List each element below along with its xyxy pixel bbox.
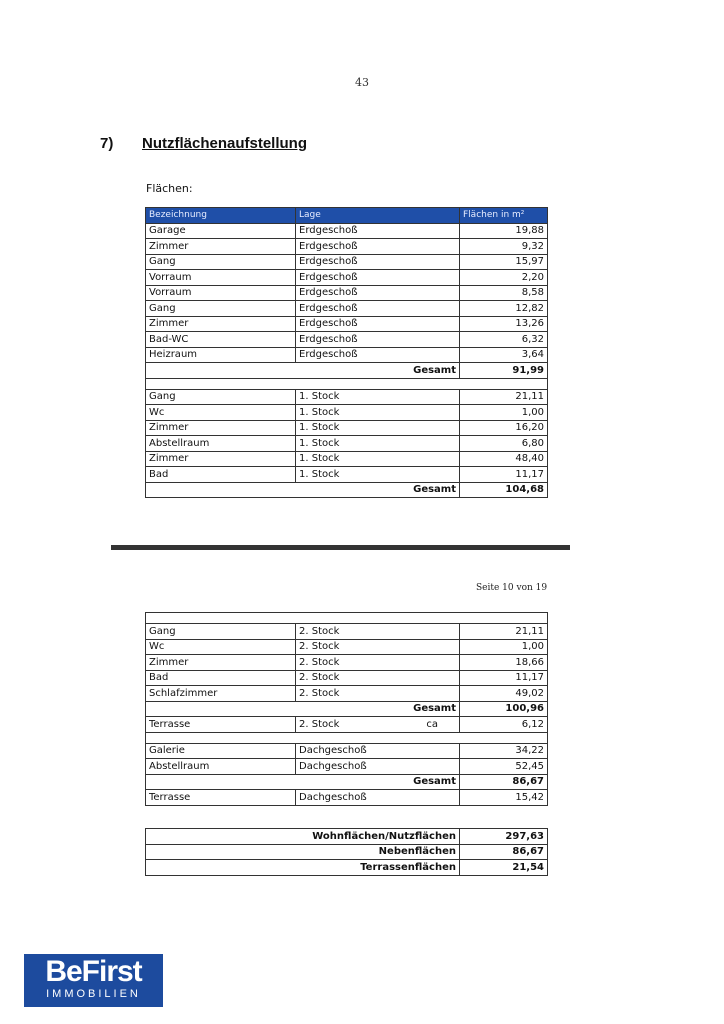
cell-bezeichnung: Vorraum (146, 285, 296, 301)
cell-bezeichnung: Bad (146, 670, 296, 686)
cell-bezeichnung: Vorraum (146, 270, 296, 286)
cell-lage: 2. Stock (296, 655, 460, 671)
cell-bezeichnung: Zimmer (146, 316, 296, 332)
table-row (146, 316, 548, 332)
cell-flaeche: 2,20 (460, 270, 548, 286)
summary-value: 86,67 (460, 844, 548, 860)
spacer-cell (146, 378, 548, 389)
table-row (146, 332, 548, 348)
cell-bezeichnung: Gang (146, 389, 296, 405)
cell-bezeichnung: Gang (146, 624, 296, 640)
cell-flaeche: 1,00 (460, 639, 548, 655)
cell-lage: 2. Stock (296, 670, 460, 686)
cell-lage: Dachgeschoß (296, 759, 460, 775)
cell-flaeche: 18,66 (460, 655, 548, 671)
page-divider (111, 545, 570, 550)
cell-lage: Erdgeschoß (296, 285, 460, 301)
cell-flaeche: 6,80 (460, 436, 548, 452)
section-title: Nutzflächenaufstellung (142, 135, 308, 152)
cell-flaeche: 9,32 (460, 239, 548, 255)
cell-bezeichnung: Zimmer (146, 420, 296, 436)
table-row (146, 405, 548, 421)
cell-lage: 2. Stock (296, 624, 460, 640)
cell-flaeche: 6,12 (460, 717, 548, 733)
cell-lage (296, 717, 460, 733)
area-table-second-floor-attic (145, 612, 548, 806)
cell-flaeche: 15,42 (460, 790, 548, 806)
cell-flaeche: 21,11 (460, 389, 548, 405)
spacer-cell (146, 613, 548, 624)
table-row (146, 254, 548, 270)
cell-bezeichnung: Zimmer (146, 451, 296, 467)
cell-flaeche: 8,58 (460, 285, 548, 301)
cell-flaeche: 52,45 (460, 759, 548, 775)
table-row (146, 239, 548, 255)
summary-label: Wohnflächen/Nutzflächen (146, 829, 460, 845)
table-row (146, 759, 548, 775)
total-label: Gesamt (146, 701, 460, 717)
cell-bezeichnung: Zimmer (146, 239, 296, 255)
summary-row (146, 829, 548, 845)
cell-bezeichnung: Wc (146, 639, 296, 655)
cell-flaeche: 3,64 (460, 347, 548, 363)
cell-lage: Erdgeschoß (296, 316, 460, 332)
cell-bezeichnung: Abstellraum (146, 436, 296, 452)
cell-lage: Erdgeschoß (296, 301, 460, 317)
table-row (146, 655, 548, 671)
cell-bezeichnung: Bad-WC (146, 332, 296, 348)
cell-lage: 1. Stock (296, 436, 460, 452)
spacer-row (146, 613, 548, 624)
cell-bezeichnung: Schlafzimmer (146, 686, 296, 702)
logo-sub: IMMOBILIEN (46, 988, 141, 1000)
cell-bezeichnung: Galerie (146, 743, 296, 759)
cell-bezeichnung: Bad (146, 467, 296, 483)
cell-lage: 1. Stock (296, 405, 460, 421)
summary-table (145, 828, 548, 876)
cell-lage: 1. Stock (296, 451, 460, 467)
table-row (146, 686, 548, 702)
befirst-logo (24, 954, 163, 1007)
summary-row (146, 844, 548, 860)
cell-bezeichnung: Terrasse (146, 790, 296, 806)
header-lage: Lage (296, 208, 460, 224)
table-row (146, 639, 548, 655)
seite-label: Seite 10 von 19 (476, 583, 548, 593)
cell-bezeichnung: Terrasse (146, 717, 296, 733)
cell-lage: 1. Stock (296, 389, 460, 405)
cell-lage: Erdgeschoß (296, 270, 460, 286)
terrasse-row (146, 717, 548, 733)
cell-lage: 1. Stock (296, 467, 460, 483)
summary-value: 297,63 (460, 829, 548, 845)
cell-bezeichnung: Gang (146, 301, 296, 317)
flaechen-label: Flächen: (146, 182, 193, 195)
cell-lage: 2. Stock (296, 639, 460, 655)
cell-lage: Erdgeschoß (296, 254, 460, 270)
cell-flaeche: 19,88 (460, 223, 548, 239)
cell-flaeche: 11,17 (460, 670, 548, 686)
cell-flaeche: 11,17 (460, 467, 548, 483)
cell-lage: 2. Stock (296, 686, 460, 702)
table-row (146, 301, 548, 317)
total-label: Gesamt (146, 363, 460, 379)
cell-lage: Dachgeschoß (296, 790, 460, 806)
terrasse-lage: 2. Stock (299, 718, 340, 730)
section-number: 7) (100, 135, 114, 152)
table-row (146, 270, 548, 286)
total-value: 91,99 (460, 363, 548, 379)
spacer-row (146, 732, 548, 743)
table-row (146, 743, 548, 759)
cell-lage: 1. Stock (296, 420, 460, 436)
total-row (146, 482, 548, 498)
total-value: 100,96 (460, 701, 548, 717)
cell-flaeche: 34,22 (460, 743, 548, 759)
cell-lage: Erdgeschoß (296, 332, 460, 348)
cell-bezeichnung: Zimmer (146, 655, 296, 671)
cell-bezeichnung: Heizraum (146, 347, 296, 363)
spacer-cell (146, 732, 548, 743)
terrasse-row (146, 790, 548, 806)
total-label: Gesamt (146, 482, 460, 498)
table-row (146, 436, 548, 452)
total-row (146, 701, 548, 717)
logo-brand: BeFirst (45, 955, 142, 988)
page-number: 43 (355, 76, 369, 89)
cell-flaeche: 16,20 (460, 420, 548, 436)
cell-bezeichnung: Abstellraum (146, 759, 296, 775)
table-row (146, 624, 548, 640)
summary-label: Nebenflächen (146, 844, 460, 860)
cell-lage: Erdgeschoß (296, 347, 460, 363)
table-row (146, 467, 548, 483)
cell-flaeche: 48,40 (460, 451, 548, 467)
table-row (146, 420, 548, 436)
summary-value: 21,54 (460, 860, 548, 876)
cell-flaeche: 49,02 (460, 686, 548, 702)
total-label: Gesamt (146, 774, 460, 790)
table-row (146, 223, 548, 239)
total-row (146, 363, 548, 379)
table-row (146, 285, 548, 301)
cell-lage: Dachgeschoß (296, 743, 460, 759)
cell-flaeche: 12,82 (460, 301, 548, 317)
area-table-ground-first-floor (145, 207, 548, 498)
cell-lage: Erdgeschoß (296, 223, 460, 239)
cell-flaeche: 6,32 (460, 332, 548, 348)
summary-row (146, 860, 548, 876)
cell-flaeche: 15,97 (460, 254, 548, 270)
header-bezeichnung: Bezeichnung (146, 208, 296, 224)
cell-lage: Erdgeschoß (296, 239, 460, 255)
cell-flaeche: 21,11 (460, 624, 548, 640)
cell-flaeche: 1,00 (460, 405, 548, 421)
total-value: 104,68 (460, 482, 548, 498)
table-header-row (146, 208, 548, 224)
table-row (146, 389, 548, 405)
terrasse-note: ca (426, 718, 438, 730)
header-flaechen: Flächen in m² (460, 208, 548, 224)
summary-label: Terrassenflächen (146, 860, 460, 876)
table-row (146, 670, 548, 686)
cell-bezeichnung: Garage (146, 223, 296, 239)
table-row (146, 347, 548, 363)
total-value: 86,67 (460, 774, 548, 790)
cell-bezeichnung: Gang (146, 254, 296, 270)
cell-flaeche: 13,26 (460, 316, 548, 332)
spacer-row (146, 378, 548, 389)
cell-bezeichnung: Wc (146, 405, 296, 421)
total-row (146, 774, 548, 790)
table-row (146, 451, 548, 467)
